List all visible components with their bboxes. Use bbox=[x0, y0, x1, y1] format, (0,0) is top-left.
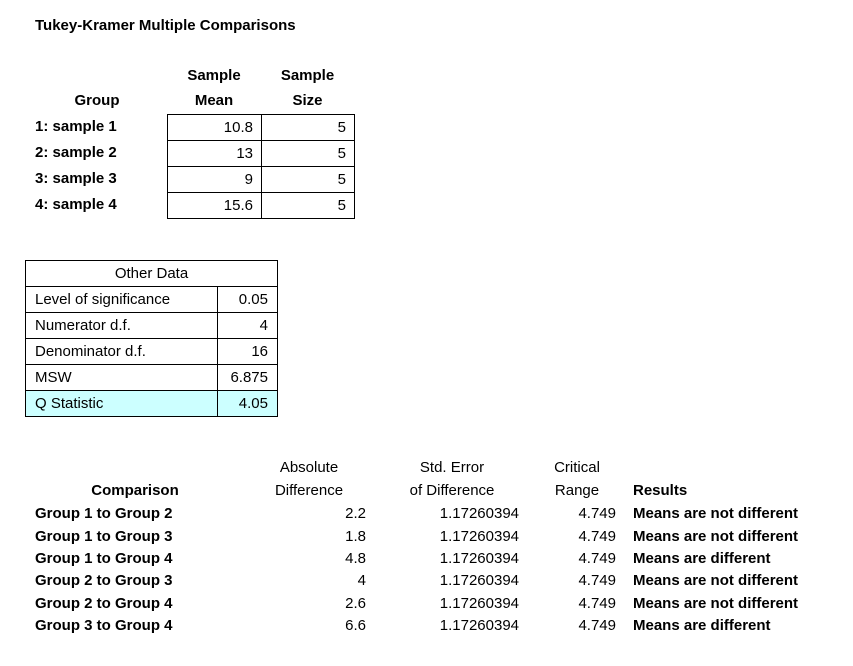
comparison-label: Group 2 to Group 3 bbox=[35, 572, 173, 589]
other-data-title: Other Data bbox=[26, 261, 278, 287]
comparison-label: Group 3 to Group 4 bbox=[35, 617, 173, 634]
table-row bbox=[26, 261, 278, 287]
table-row bbox=[26, 287, 278, 313]
sample-size-cell[interactable]: 5 bbox=[262, 193, 355, 219]
group-label: 4: sample 4 bbox=[35, 196, 117, 213]
table-row bbox=[168, 115, 355, 141]
std-error-header-bottom: of Difference bbox=[409, 482, 495, 499]
param-value[interactable]: 0.05 bbox=[218, 287, 278, 313]
table-row bbox=[26, 365, 278, 391]
group-stats-table bbox=[167, 114, 355, 219]
critical-range-value: 4.749 bbox=[578, 550, 616, 567]
table-row bbox=[168, 167, 355, 193]
sample-mean-cell[interactable]: 10.8 bbox=[168, 115, 262, 141]
param-value[interactable]: 4 bbox=[218, 313, 278, 339]
critical-range-header-top: Critical bbox=[554, 459, 600, 476]
std-error-value: 1.17260394 bbox=[439, 550, 519, 567]
critical-range-value: 4.749 bbox=[578, 572, 616, 589]
abs-diff-header-bottom: Difference bbox=[274, 482, 344, 499]
other-data-table bbox=[25, 260, 278, 417]
comparison-label: Group 1 to Group 4 bbox=[35, 550, 173, 567]
critical-range-value: 4.749 bbox=[578, 617, 616, 634]
abs-diff-value: 2.6 bbox=[345, 595, 366, 612]
abs-diff-value: 4 bbox=[357, 572, 366, 589]
param-value[interactable]: 16 bbox=[218, 339, 278, 365]
group-label: 1: sample 1 bbox=[35, 118, 117, 135]
abs-diff-value: 1.8 bbox=[345, 528, 366, 545]
result-text: Means are not different bbox=[633, 572, 799, 589]
critical-range-value: 4.749 bbox=[578, 505, 616, 522]
mean-header-top: Sample bbox=[187, 67, 241, 84]
comparison-label: Group 1 to Group 2 bbox=[35, 505, 173, 522]
abs-diff-value: 6.6 bbox=[345, 617, 366, 634]
std-error-value: 1.17260394 bbox=[439, 572, 519, 589]
result-text: Means are not different bbox=[633, 505, 799, 522]
abs-diff-value: 2.2 bbox=[345, 505, 366, 522]
sample-size-cell[interactable]: 5 bbox=[262, 115, 355, 141]
param-label: Numerator d.f. bbox=[26, 313, 218, 339]
abs-diff-value: 4.8 bbox=[345, 550, 366, 567]
table-row bbox=[26, 339, 278, 365]
table-row bbox=[168, 193, 355, 219]
critical-range-value: 4.749 bbox=[578, 595, 616, 612]
param-label: MSW bbox=[26, 365, 218, 391]
result-text: Means are different bbox=[633, 550, 771, 567]
sample-size-cell[interactable]: 5 bbox=[262, 167, 355, 193]
std-error-value: 1.17260394 bbox=[439, 617, 519, 634]
sample-mean-cell[interactable]: 13 bbox=[168, 141, 262, 167]
group-label: 3: sample 3 bbox=[35, 170, 117, 187]
page-title: Tukey-Kramer Multiple Comparisons bbox=[35, 17, 296, 34]
sample-size-cell[interactable]: 5 bbox=[262, 141, 355, 167]
critical-range-header-bottom: Range bbox=[554, 482, 600, 499]
param-value[interactable]: 6.875 bbox=[218, 365, 278, 391]
std-error-header-top: Std. Error bbox=[419, 459, 485, 476]
std-error-value: 1.17260394 bbox=[439, 595, 519, 612]
std-error-value: 1.17260394 bbox=[439, 505, 519, 522]
abs-diff-header-top: Absolute bbox=[279, 459, 339, 476]
comparison-label: Group 1 to Group 3 bbox=[35, 528, 173, 545]
table-row bbox=[168, 141, 355, 167]
mean-header-bottom: Mean bbox=[194, 92, 234, 109]
result-text: Means are not different bbox=[633, 528, 799, 545]
result-text: Means are different bbox=[633, 617, 771, 634]
q-statistic-value[interactable]: 4.05 bbox=[218, 391, 278, 417]
comparison-header: Comparison bbox=[91, 482, 179, 499]
sample-mean-cell[interactable]: 15.6 bbox=[168, 193, 262, 219]
std-error-value: 1.17260394 bbox=[439, 528, 519, 545]
size-header-bottom: Size bbox=[292, 92, 323, 109]
param-label: Level of significance bbox=[26, 287, 218, 313]
comparison-label: Group 2 to Group 4 bbox=[35, 595, 173, 612]
q-statistic-label: Q Statistic bbox=[26, 391, 218, 417]
sample-mean-cell[interactable]: 9 bbox=[168, 167, 262, 193]
group-label: 2: sample 2 bbox=[35, 144, 117, 161]
result-text: Means are not different bbox=[633, 595, 799, 612]
results-header: Results bbox=[633, 482, 688, 499]
size-header-top: Sample bbox=[280, 67, 335, 84]
critical-range-value: 4.749 bbox=[578, 528, 616, 545]
param-label: Denominator d.f. bbox=[26, 339, 218, 365]
group-header: Group bbox=[74, 92, 120, 109]
table-row bbox=[26, 391, 278, 417]
table-row bbox=[26, 313, 278, 339]
